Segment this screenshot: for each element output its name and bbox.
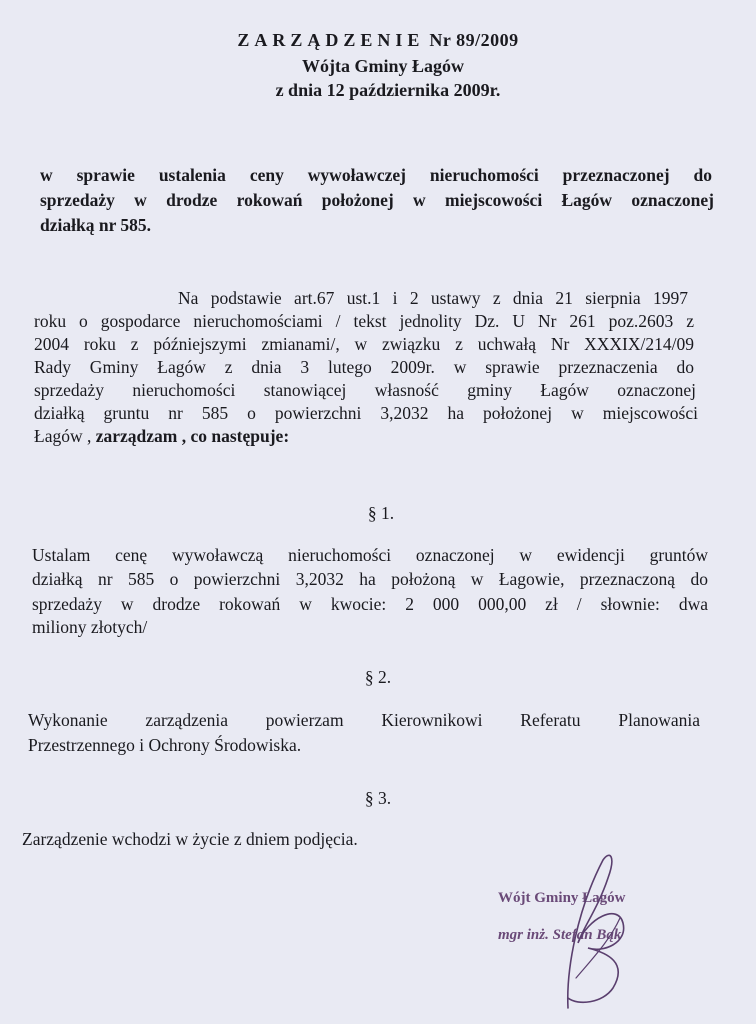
section-3-line-1: Zarządzenie wchodzi w życie z dniem podjęcia. — [22, 829, 358, 849]
preamble-line-3: 2004 roku z późniejszymi zmianami/, w związku z uchwałą Nr XXXIX/214/09 — [34, 334, 694, 354]
section-1-line-4: miliony złotych/ — [32, 617, 148, 637]
subject-line-2: sprzedaży w drodze rokowań położonej w miejscowości Łagów oznaczonej — [40, 190, 714, 210]
preamble-line-4: Rady Gminy Łagów z dnia 3 lutego 2009r. w sprawie przeznaczenia do — [34, 357, 694, 377]
section-1-line-1: Ustalam cenę wywoławczą nieruchomości oznaczonej w ewidencji gruntów — [32, 545, 708, 565]
document-title — [0, 30, 756, 51]
section-1-mark: § 1. — [367, 503, 395, 523]
section-2-line-2: Przestrzennego i Ochrony Środowiska. — [28, 735, 302, 755]
title-word: ZARZĄDZENIE — [237, 30, 425, 50]
issuing-authority: Wójta Gminy Łagów — [302, 56, 464, 76]
preamble-line-2: roku o gospodarce nieruchomościami / tekst jednolity Dz. U Nr 261 poz.2603 z — [34, 311, 694, 331]
section-1-line-2: działką nr 585 o powierzchni 3,2032 ha położoną w Łagowie, przeznaczoną do — [32, 569, 708, 589]
subject-line-1: w sprawie ustalenia ceny wywoławczej nieruchomości przeznaczonej do — [40, 165, 712, 185]
preamble-line-7 — [34, 426, 289, 447]
handwritten-signature — [548, 848, 638, 1018]
preamble-line-6: działką gruntu nr 585 o powierzchni 3,2032 ha położonej w miejscowości — [34, 403, 698, 423]
subject-line-3: działką nr 585. — [40, 215, 152, 235]
stamp-title: Wójt Gminy Łagów — [498, 890, 626, 906]
decree-formula: zarządzam , co następuje: — [95, 426, 290, 446]
preamble-closing-text: Łagów , — [34, 426, 92, 446]
section-3-mark: § 3. — [364, 788, 392, 808]
document-date: z dnia 12 października 2009r. — [275, 80, 501, 100]
preamble-line-5: sprzedaży nieruchomości stanowiącej własność gminy Łagów oznaczonej — [34, 380, 696, 400]
title-number: Nr 89/2009 — [429, 30, 519, 50]
stamp-name: mgr inż. Stefan Bąk — [498, 927, 622, 943]
section-1-line-3: sprzedaży w drodze rokowań w kwocie: 2 000 000,00 zł / słownie: dwa — [32, 594, 708, 614]
section-2-line-1: Wykonanie zarządzenia powierzam Kierownikowi Referatu Planowania — [28, 710, 700, 730]
preamble-line-1: Na podstawie art.67 ust.1 i 2 ustawy z dnia 21 sierpnia 1997 — [178, 288, 688, 308]
section-2-mark: § 2. — [364, 667, 392, 687]
